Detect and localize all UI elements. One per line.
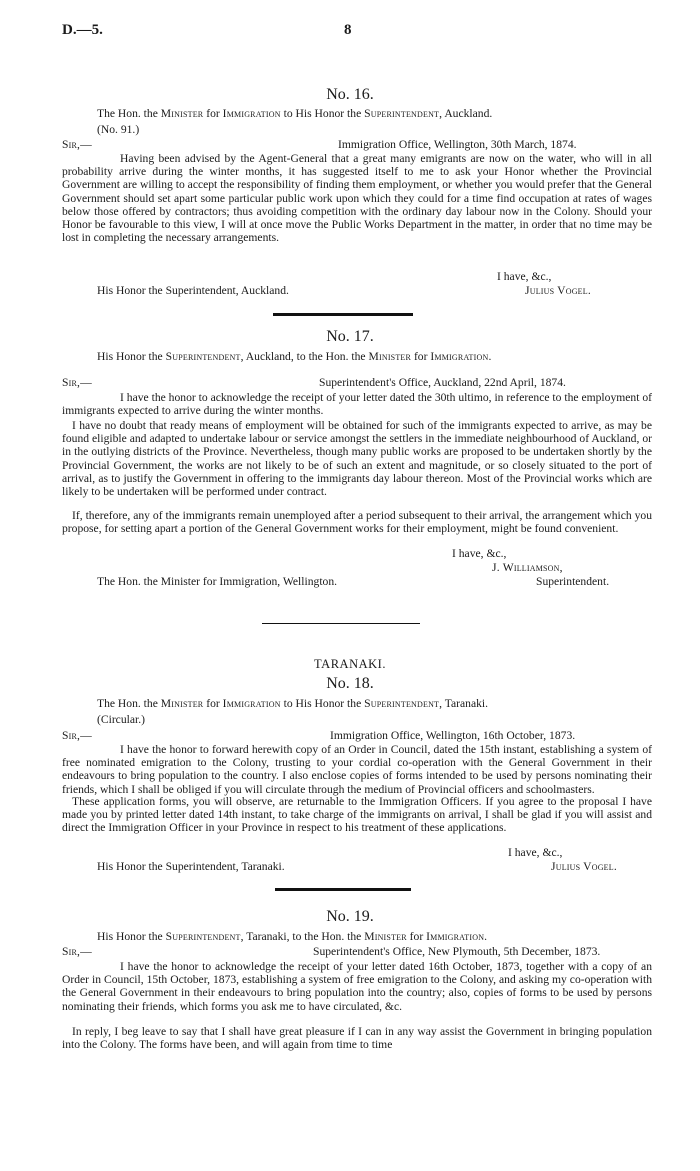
letter-paragraph: Having been advised by the Agent-General that a great many emigrants are now on the water, who will in all probability arrive during the winter months, it has suggested itself to me to ask your Honor whether the Provincial Government are willing to accept the responsibility of finding them employment, or whether you would prefer that the General Government should set apart some particular public work upon which they could for a time find occupation at rates of wages below those offered by contractors; thus avoiding competition with the ordinary day labour now in the Colony. Should your Honor be favourable to this view, I will at once move the Public Works Department in the matter, in order that no time may be lost in completing the necessary arrangements. (62, 152, 652, 245)
letter-heading: The Hon. the Minister for Immigration to His Honor the Superintendent, Taranaki. (97, 697, 489, 710)
letter-paragraph: These application forms, you will observe, are returnable to the Immigration Officers. If you agree to the proposal I have made you by printed letter dated 14th instant, to take charge of the immigrants on arrival, I shall be glad if you will assist and direct the Immigration Officer in your Province in respect to his treatment of these applications. (62, 795, 652, 835)
letter-paragraph: I have no doubt that ready means of employment will be obtained for such of the immigrants expected to arrive, as may be found eligible and adapted to undertake labour or service amongst the settlers in the immediate neighbourhood of Auckland, or in the outlying districts of the Province. Nevertheless, though many public works are proposed to be undertaken shortly by the Provincial Government, the works are not likely to be of such an extent and magnitude, or so closely situated to the port of arrival, as to justify the Government in offering to the immigrants day labour thereon. Most of the Provincial works which are likely to be undertaken will be performed under contract. (62, 419, 652, 499)
addressee: His Honor the Superintendent, Auckland. (97, 284, 289, 297)
section-divider (273, 313, 413, 316)
letter-number: No. 18. (326, 675, 374, 692)
addressee: His Honor the Superintendent, Taranaki. (97, 860, 285, 873)
page-number: 8 (344, 22, 352, 38)
salutation: Sir,— (62, 729, 92, 742)
letter-paragraph: I have the honor to acknowledge the receipt of your letter dated the 30th ultimo, in reference to the employment of immigrants expected to arrive during the winter months. (62, 391, 652, 418)
salutation: Sir,— (62, 376, 92, 389)
office-line: Immigration Office, Wellington, 30th March, 1874. (338, 138, 577, 151)
letter-paragraph: I have the honor to forward herewith copy of an Order in Council, dated the 15th instant, establishing a system of free nominated emigration to the Colony, trusting to your cordial co-operation with the General Government in their endeavours to bring population to the country. I also enclose copies of forms intended to be used by persons nominating their friends, which I shall be obliged if you will circulate through the medium of Provincial officers and schoolmasters. (62, 743, 652, 796)
signature: Julius Vogel. (551, 860, 617, 873)
office-line: Superintendent's Office, Auckland, 22nd April, 1874. (319, 376, 566, 389)
office-line: Immigration Office, Wellington, 16th October, 1873. (330, 729, 576, 742)
signature: J. Williamson, (492, 561, 563, 574)
letter-subheading: (No. 91.) (97, 123, 140, 136)
signature-title: Superintendent. (536, 575, 610, 588)
closing: I have, &c., (497, 270, 552, 283)
letter-paragraph: In reply, I beg leave to say that I shall have great pleasure if I can in any way assist the Government in bringing population into the Colony. The forms have been, and will again from time to time (62, 1025, 652, 1052)
section-divider (275, 888, 411, 891)
letter-number: No. 16. (326, 86, 374, 103)
closing: I have, &c., (508, 846, 563, 859)
letter-heading: His Honor the Superintendent, Auckland, to the Hon. the Minister for Immigration. (97, 350, 492, 363)
addressee: The Hon. the Minister for Immigration, Wellington. (97, 575, 338, 588)
letter-number: No. 17. (326, 328, 374, 345)
letter-paragraph: I have the honor to acknowledge the receipt of your letter dated 16th October, 1873, together with a copy of an Order in Council, 15th October, 1873, establishing a system of free emigration to the Colony, and asking my co-operation with the General Government in their endeavours to bring population into the country; also, copies of forms to be used by persons nominating their friends, which forms you ask me to have circulated, &c. (62, 960, 652, 1013)
letter-subheading: (Circular.) (97, 713, 145, 726)
salutation: Sir,— (62, 945, 92, 958)
letter-heading: The Hon. the Minister for Immigration to His Honor the Superintendent, Auckland. (97, 107, 493, 120)
letter-heading: His Honor the Superintendent, Taranaki, to the Hon. the Minister for Immigration. (97, 930, 488, 943)
document-code: D.—5. (62, 22, 103, 38)
letter-number: No. 19. (326, 908, 374, 925)
letter-paragraph: If, therefore, any of the immigrants remain unemployed after a period subsequent to their arrival, the arrangement which you propose, for setting apart a portion of the General Government works for their employment, might be found convenient. (62, 509, 652, 536)
salutation: Sir,— (62, 138, 92, 151)
section-divider (262, 623, 420, 624)
closing: I have, &c., (452, 547, 507, 560)
signature: Julius Vogel. (525, 284, 591, 297)
section-title: TARANAKI. (314, 657, 386, 671)
office-line: Superintendent's Office, New Plymouth, 5th December, 1873. (313, 945, 601, 958)
